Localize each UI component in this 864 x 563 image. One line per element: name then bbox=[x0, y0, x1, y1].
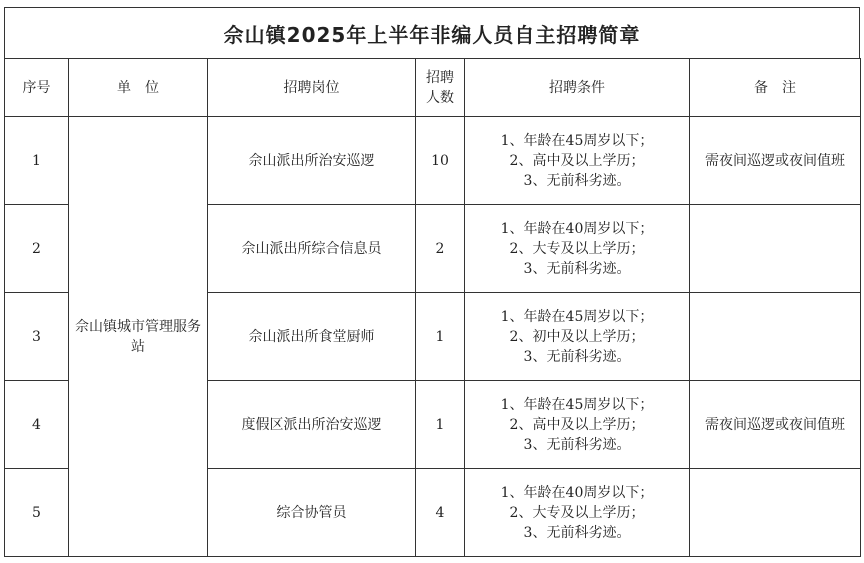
row-count: 1 bbox=[416, 381, 465, 469]
row-index: 3 bbox=[5, 293, 69, 381]
row-requirements bbox=[465, 381, 690, 469]
table-row bbox=[5, 117, 861, 205]
requirement-line: 3、无前科劣迹。 bbox=[523, 260, 631, 277]
requirement-line: 1、年龄在45周岁以下； bbox=[500, 396, 654, 413]
row-index: 4 bbox=[5, 381, 69, 469]
document-title: 佘山镇2025年上半年非编人员自主招聘简章 bbox=[4, 7, 860, 58]
header-index: 序号 bbox=[5, 59, 69, 117]
requirement-line: 2、大专及以上学历； bbox=[509, 240, 645, 257]
row-index: 1 bbox=[5, 117, 69, 205]
row-requirements bbox=[465, 205, 690, 293]
row-index: 5 bbox=[5, 469, 69, 557]
header-count bbox=[416, 59, 465, 117]
row-note: 需夜间巡逻或夜间值班 bbox=[690, 117, 861, 205]
requirement-line: 3、无前科劣迹。 bbox=[523, 348, 631, 365]
header-position: 招聘岗位 bbox=[208, 59, 416, 117]
row-note bbox=[690, 293, 861, 381]
requirement-line: 2、高中及以上学历； bbox=[509, 416, 645, 433]
row-count: 4 bbox=[416, 469, 465, 557]
row-position: 度假区派出所治安巡逻 bbox=[208, 381, 416, 469]
row-position: 佘山派出所治安巡逻 bbox=[208, 117, 416, 205]
requirement-line: 1、年龄在45周岁以下； bbox=[500, 308, 654, 325]
requirement-line: 2、高中及以上学历； bbox=[509, 152, 645, 169]
row-note: 需夜间巡逻或夜间值班 bbox=[690, 381, 861, 469]
header-count-line2: 人数 bbox=[426, 89, 454, 106]
requirement-line: 3、无前科劣迹。 bbox=[523, 436, 631, 453]
row-position: 佘山派出所综合信息员 bbox=[208, 205, 416, 293]
header-unit: 单 位 bbox=[69, 59, 208, 117]
row-note bbox=[690, 469, 861, 557]
row-count: 1 bbox=[416, 293, 465, 381]
header-count-line1: 招聘 bbox=[426, 69, 454, 86]
recruitment-table bbox=[4, 58, 861, 557]
requirement-line: 1、年龄在40周岁以下； bbox=[500, 484, 654, 501]
header-notes: 备 注 bbox=[690, 59, 861, 117]
row-count: 10 bbox=[416, 117, 465, 205]
table-header-row bbox=[5, 59, 861, 117]
requirement-line: 3、无前科劣迹。 bbox=[523, 172, 631, 189]
row-position: 佘山派出所食堂厨师 bbox=[208, 293, 416, 381]
row-note bbox=[690, 205, 861, 293]
row-index: 2 bbox=[5, 205, 69, 293]
row-requirements bbox=[465, 293, 690, 381]
requirement-line: 1、年龄在45周岁以下； bbox=[500, 132, 654, 149]
requirement-line: 3、无前科劣迹。 bbox=[523, 524, 631, 541]
row-requirements bbox=[465, 117, 690, 205]
row-requirements bbox=[465, 469, 690, 557]
requirement-line: 2、初中及以上学历； bbox=[509, 328, 645, 345]
requirement-line: 1、年龄在40周岁以下； bbox=[500, 220, 654, 237]
row-count: 2 bbox=[416, 205, 465, 293]
row-position: 综合协管员 bbox=[208, 469, 416, 557]
unit-name: 佘山镇城市管理服务站 bbox=[69, 117, 208, 557]
header-requirements: 招聘条件 bbox=[465, 59, 690, 117]
requirement-line: 2、大专及以上学历； bbox=[509, 504, 645, 521]
